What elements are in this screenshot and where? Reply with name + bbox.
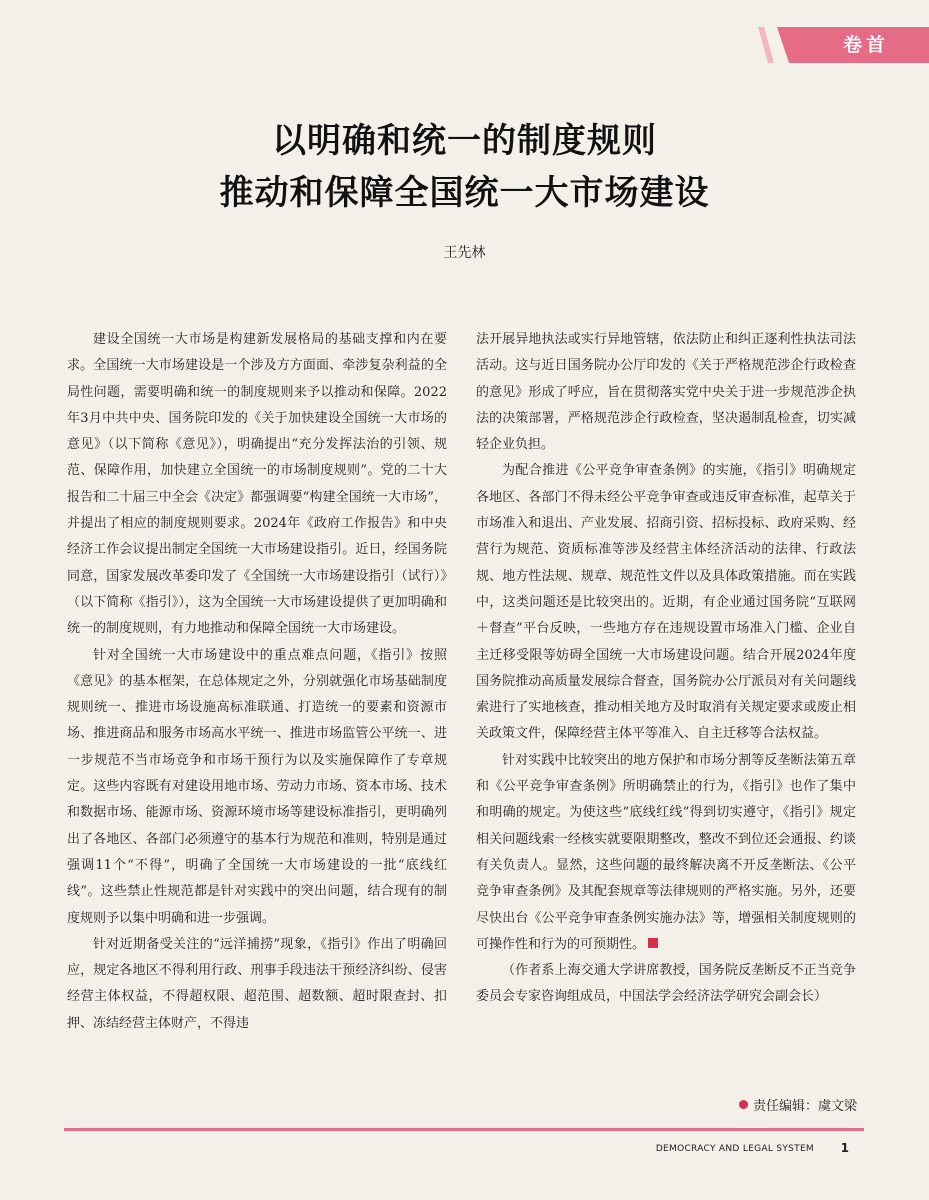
- body-paragraph: 针对近期备受关注的“远洋捕捞”现象，《指引》作出了明确回应，规定各地区不得利用行政、刑事手段违法干预经济纠纷、侵害经营主体权益，不得超权限、超范围、超数额、超时限查封、扣押、冻结经营主体财产，不得违: [67, 936, 447, 1031]
- body-paragraph-continued: 法开展异地执法或实行异地管辖，依法防止和纠正逐利性执法司法活动。这与近日国务院办公厅印发的《关于严格规范涉企行政检查的意见》形成了呼应，旨在贯彻落实党中央关于进一步规范涉企执法的决策部署，严格规范涉企行政检查，坚决遏制乱检查，切实减轻企业负担。: [476, 332, 856, 453]
- right-column: [476, 327, 856, 1011]
- body-paragraph: [476, 748, 856, 958]
- article-title-line-2: 推动和保障全国统一大市场建设: [219, 173, 710, 213]
- body-paragraph: 建设全国统一大市场是构建新发展格局的基础支撑和内在要求。全国统一大市场建设是一个涉及方方面面、牵涉复杂利益的全局性问题，需要明确和统一的制度规则来予以推动和保障。2022年3月中共中央、国务院印发的《关于加快建设全国统一大市场的意见》（以下简称《意见》），明确提出“充分发挥法治的引领、规范、保障作用，加快建立全国统一的市场制度规则”。党的二十大报告和二十届三中全会《决定》都强调要“构建全国统一大市场”，并提出了相应的制度规则要求。2024年《政府工作报告》和中央经济工作会议提出制定全国统一大市场建设指引。近日，经国务院同意，国家发展改革委印发了《全国统一大市场建设指引（试行）》（以下简称《指引》），这为全国统一大市场建设提供了更加明确和统一的制度规则，有力地推动和保障全国统一大市场建设。: [67, 332, 447, 637]
- article-title-line-1: 以明确和统一的制度规则: [272, 121, 657, 161]
- page-number: 1: [840, 1141, 849, 1155]
- author-note: （作者系上海交通大学讲席教授，国务院反垄断反不正当竞争委员会专家咨询组成员，中国法学会经济法学研究会副会长）: [476, 963, 856, 1005]
- body-paragraph: 为配合推进《公平竞争审查条例》的实施，《指引》明确规定各地区、各部门不得未经公平竞争审查或违反审查标准，起草关于市场准入和退出、产业发展、招商引资、招标投标、政府采购、经营行为规范、资质标准等涉及经营主体经济活动的法律、行政法规、地方性法规、规章、规范性文件以及具体政策措施。而在实践中，这类问题还是比较突出的。近期，有企业通过国务院“互联网＋督查”平台反映，一些地方存在违规设置市场准入门槛、企业自主迁移受限等妨碍全国统一大市场建设问题。结合开展2024年度国务院推动高质量发展综合督查，国务院办公厅派员对有关问题线索进行了实地核查，推动相关地方及时取消有关规定要求或废止相关政策文件，保障经营主体平等准入、自主迁移等合法权益。: [476, 463, 856, 742]
- body-paragraph-text: 针对实践中比较突出的地方保护和市场分割等反垄断法第五章和《公平竞争审查条例》所明确禁止的行为，《指引》也作了集中和明确的规定。为使这些“底线红线”得到切实遵守，《指引》规定相关问题线索一经核实就要限期整改，整改不到位还会通报、约谈有关负责人。显然，这些问题的最终解决离不开反垄断法、《公平竞争审查条例》及其配套规章等法律规则的严格实施。另外，还要尽快出台《公平竞争审查条例实施办法》等，增强相关制度规则的可操作性和行为的可预期性。: [476, 752, 856, 952]
- editor-credit: [739, 1095, 857, 1114]
- editor-credit-text: 责任编辑：虞文梁: [752, 1099, 857, 1114]
- left-column: [67, 327, 447, 1037]
- body-paragraph: 针对全国统一大市场建设中的重点难点问题，《指引》按照《意见》的基本框架，在总体规定之外，分别就强化市场基础制度规则统一、推进市场设施高标准联通、打造统一的要素和资源市场、推进商品和服务市场高水平统一、推进市场监管公平统一、进一步规范不当市场竞争和市场干预行为以及实施保障作了专章规定。这些内容既有对建设用地市场、劳动力市场、资本市场、技术和数据市场、能源市场、资源环境市场等建设标准指引，更明确列出了各地区、各部门必须遵守的基本行为规范和准则，特别是通过强调11个“不得”，明确了全国统一大市场建设的一批“底线红线”。这些禁止性规范都是针对实践中的突出问题，结合现有的制度规则予以集中明确和进一步强调。: [67, 647, 447, 926]
- bullet-dot-icon: [739, 1100, 748, 1109]
- journal-name: DEMOCRACY AND LEGAL SYSTEM: [655, 1144, 814, 1154]
- footer-rule: [64, 1128, 864, 1131]
- article-title: [0, 115, 929, 219]
- section-tab-label: 卷首: [842, 34, 889, 56]
- section-tab-edge: [758, 27, 774, 63]
- end-mark-icon: [648, 938, 658, 948]
- article-author: 王先林: [443, 245, 486, 261]
